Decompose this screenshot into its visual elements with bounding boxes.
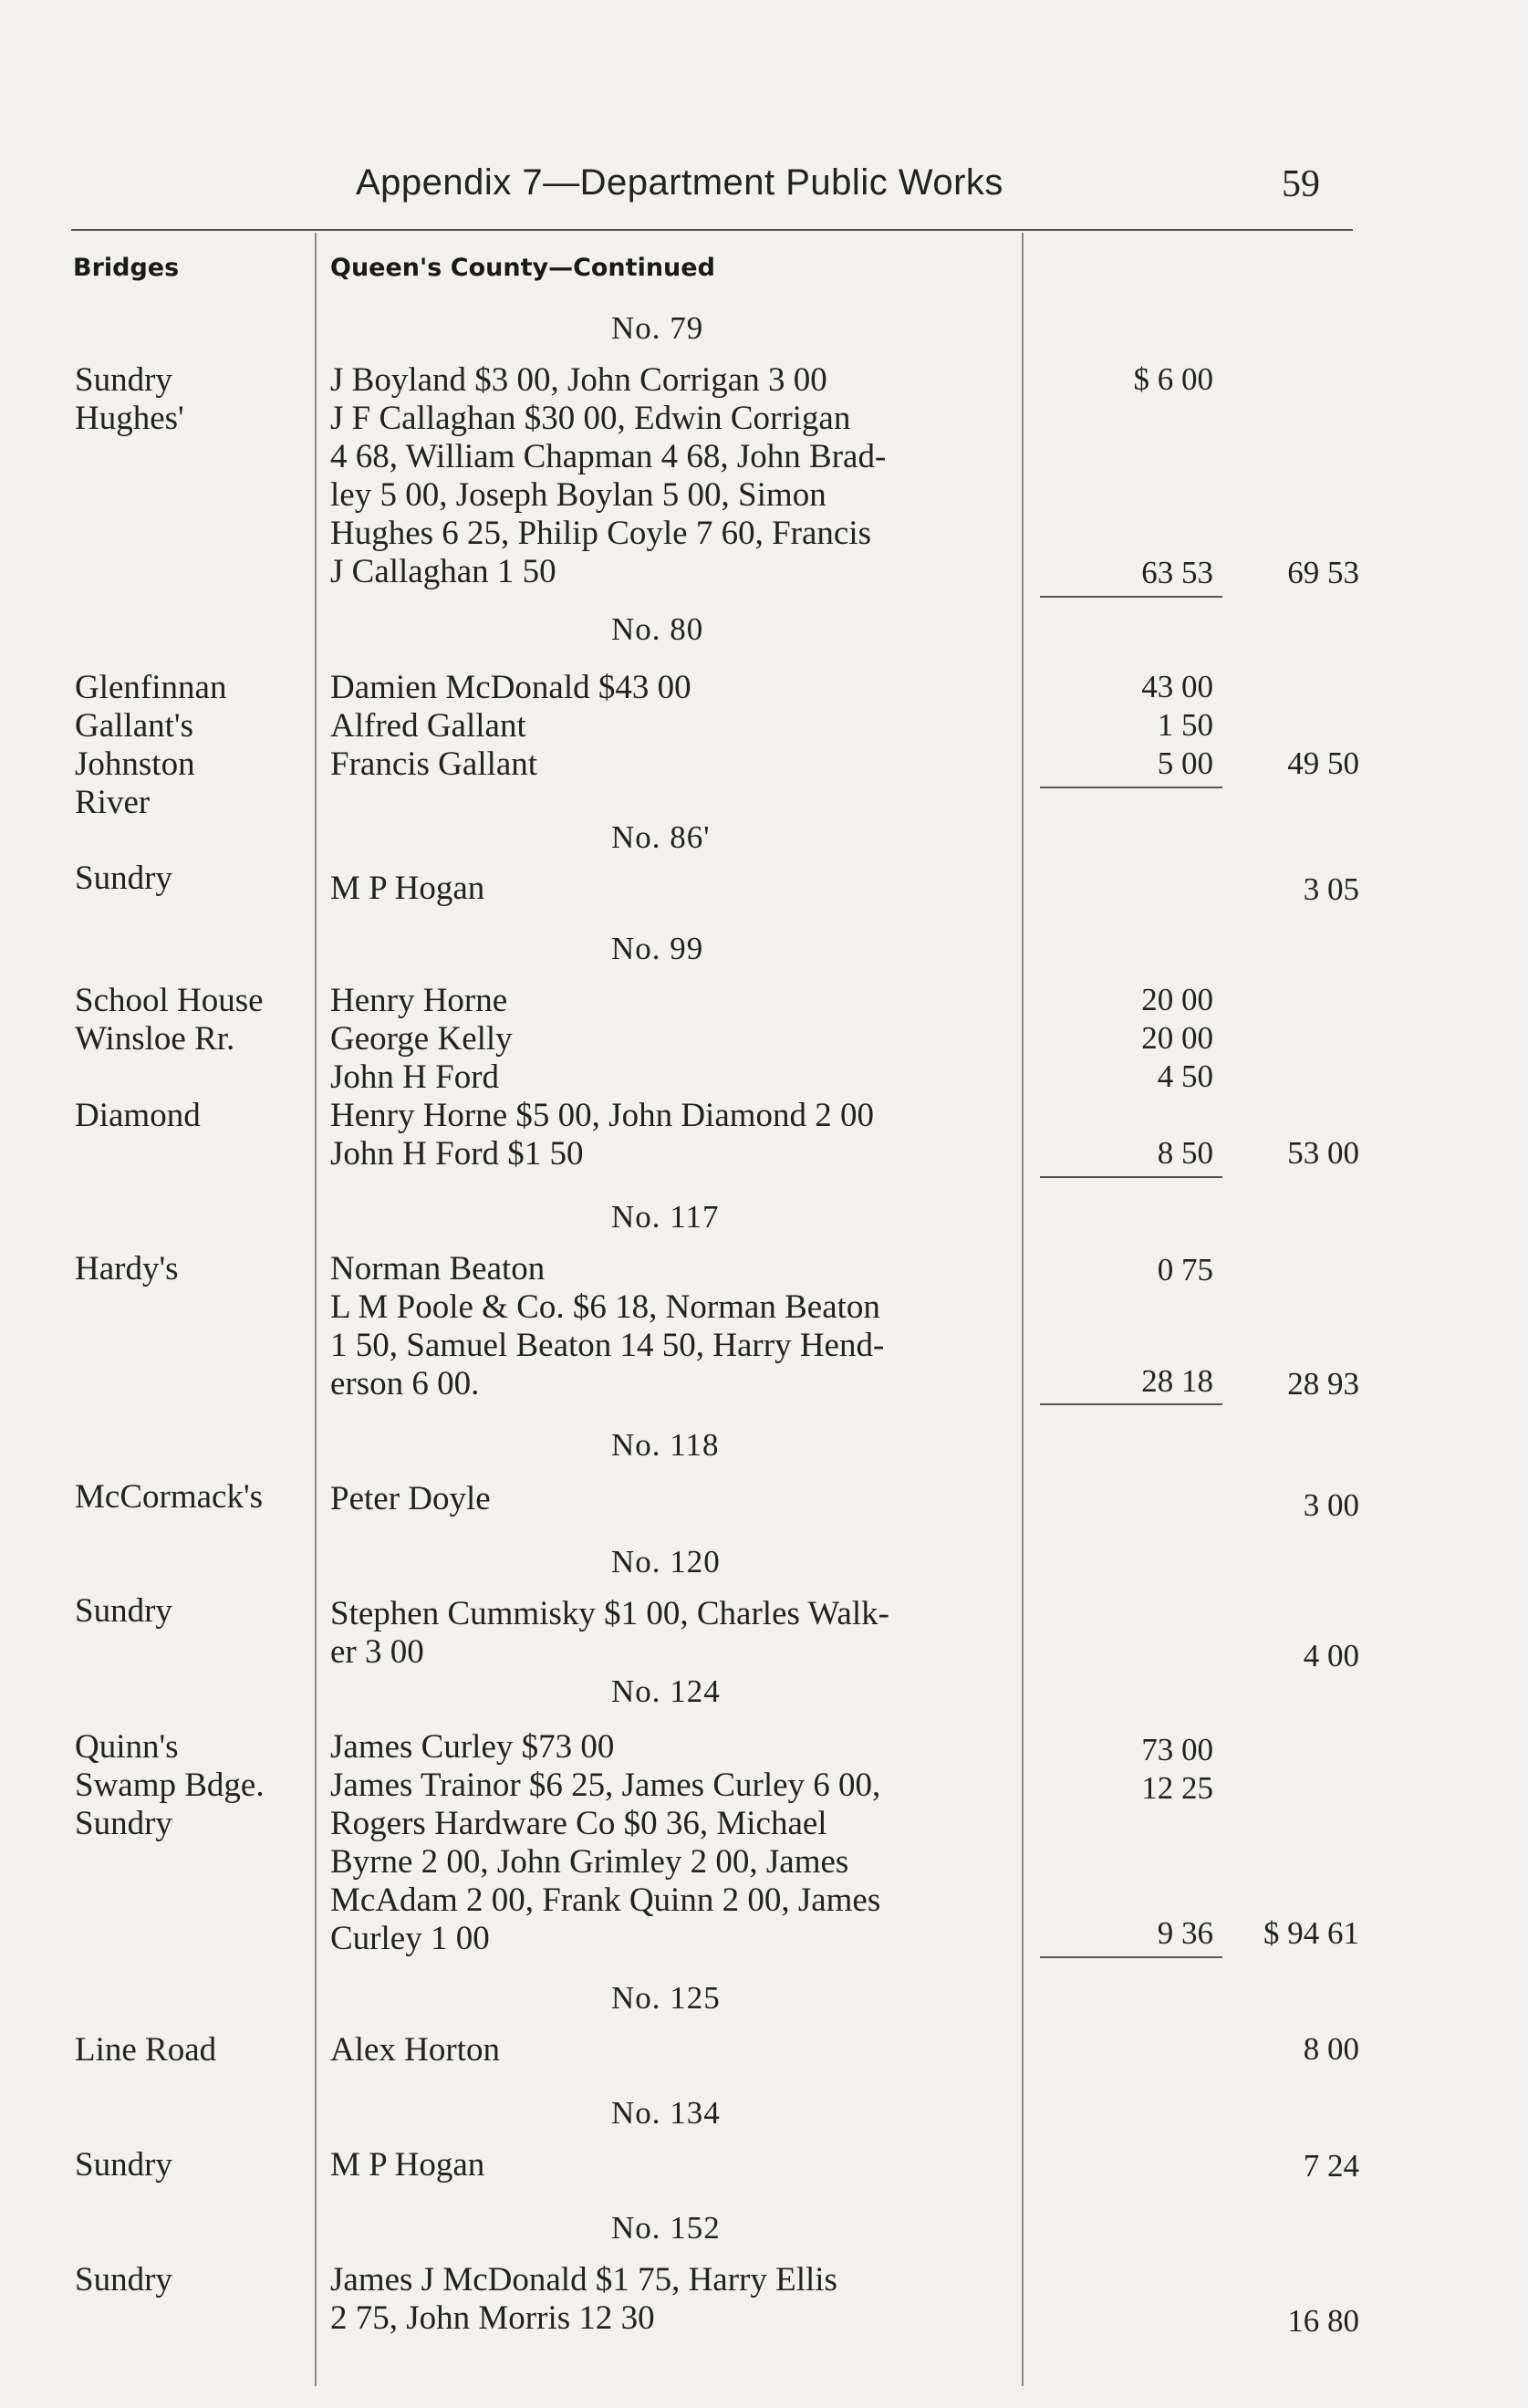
bridge-name: Sundry: [75, 2261, 172, 2299]
amount: 12 25: [1141, 1770, 1213, 1806]
description-line: erson 6 00.: [330, 1365, 480, 1402]
entry-description: [330, 1595, 1014, 1672]
bridge-name: Quinn's: [75, 1728, 179, 1766]
amount: $ 6 00: [1133, 361, 1213, 397]
subtotal-rule: [1040, 596, 1222, 598]
bridge-names: [75, 669, 321, 822]
bridge-name: Winsloe Rr.: [75, 1020, 235, 1058]
description-line: Henry Horne: [330, 982, 508, 1019]
entry-description: [330, 982, 1014, 1173]
entry-total: 8 00: [1303, 2031, 1359, 2067]
bridge-name: Diamond: [75, 1097, 201, 1134]
bridge-name: Sundry: [75, 361, 172, 399]
bridge-name: McCormack's: [75, 1478, 264, 1516]
description-line: John H Ford: [330, 1058, 500, 1096]
bridge-name: Sundry: [75, 1805, 172, 1842]
amount: 0 75: [1157, 1252, 1213, 1287]
entry-description: [330, 870, 1014, 908]
bridge-names: [75, 2031, 321, 2069]
entry-number: No. 125: [611, 1980, 721, 2016]
description-line: J Callaghan 1 50: [330, 553, 556, 590]
bridge-name: Gallant's: [75, 707, 193, 745]
bridge-name: Sundry: [75, 860, 172, 897]
description-line: Norman Beaton: [330, 1250, 546, 1287]
bridge-names: [75, 1592, 321, 1631]
amount: 63 53: [1141, 555, 1213, 590]
description-line: Peter Doyle: [330, 1480, 491, 1517]
description-line: ley 5 00, Joseph Boylan 5 00, Simon: [330, 476, 826, 514]
page-title: Appendix 7—Department Public Works: [356, 162, 1003, 203]
bridge-names: [75, 1250, 321, 1288]
description-line: er 3 00: [330, 1633, 424, 1671]
description-line: Henry Horne $5 00, John Diamond 2 00: [330, 1097, 875, 1134]
amount: 8 50: [1157, 1135, 1213, 1171]
bridge-name: Line Road: [75, 2031, 217, 2069]
bridge-name: School House: [75, 982, 264, 1019]
description-line: M P Hogan: [330, 870, 485, 907]
entry-number: No. 118: [611, 1427, 720, 1463]
amount: 5 00: [1157, 745, 1213, 781]
description-line: J F Callaghan $30 00, Edwin Corrigan: [330, 400, 851, 437]
entry-total: 53 00: [1287, 1135, 1359, 1171]
description-line: James J McDonald $1 75, Harry Ellis: [330, 2261, 837, 2299]
entry-total: 28 93: [1287, 1366, 1359, 1402]
bridge-name: Hardy's: [75, 1250, 179, 1287]
entry-description: [330, 669, 1014, 784]
description-line: McAdam 2 00, Frank Quinn 2 00, James: [330, 1882, 881, 1919]
description-line: Rogers Hardware Co $0 36, Michael: [330, 1805, 827, 1842]
entry-total: 3 00: [1303, 1487, 1359, 1523]
bridge-names: [75, 1728, 321, 1843]
bridge-name: Glenfinnan: [75, 669, 227, 706]
bridges-column-header: Bridges: [73, 254, 180, 282]
bridge-name: [75, 1058, 321, 1097]
description-line: Stephen Cummisky $1 00, Charles Walk-: [330, 1595, 889, 1632]
amount: 20 00: [1141, 982, 1213, 1017]
county-column-header: Queen's County—Continued: [330, 254, 715, 282]
bridge-name: Swamp Bdge.: [75, 1767, 265, 1804]
page-number: 59: [1282, 163, 1320, 205]
bridge-name: Johnston: [75, 745, 195, 783]
entry-number: No. 124: [611, 1673, 721, 1709]
bridge-names: [75, 1478, 321, 1517]
entry-description: [330, 2261, 1014, 2338]
description-line: George Kelly: [330, 1020, 513, 1058]
description-line: J Boyland $3 00, John Corrigan 3 00: [330, 361, 827, 399]
entry-total: 3 05: [1303, 871, 1359, 907]
bridge-names: [75, 361, 321, 438]
description-line: Alfred Gallant: [330, 707, 526, 745]
amount: 73 00: [1141, 1732, 1213, 1767]
subtotal-rule: [1040, 1403, 1222, 1405]
subtotal-rule: [1040, 787, 1222, 788]
entry-number: No. 79: [611, 310, 704, 346]
entry-number: No. 86': [611, 819, 711, 855]
entry-description: [330, 361, 1014, 591]
subtotal-rule: [1040, 1176, 1222, 1178]
bridge-names: [75, 860, 321, 898]
bridge-names: [75, 2146, 321, 2184]
bridge-name: Sundry: [75, 1592, 172, 1630]
entry-description: [330, 1250, 1014, 1403]
description-line: Curley 1 00: [330, 1920, 490, 1957]
bridge-name: Hughes': [75, 400, 184, 437]
description-line: 2 75, John Morris 12 30: [330, 2299, 655, 2337]
description-line: L M Poole & Co. $6 18, Norman Beaton: [330, 1288, 880, 1326]
description-line: 1 50, Samuel Beaton 14 50, Harry Hend-: [330, 1327, 885, 1364]
subtotal-rule: [1040, 1956, 1222, 1958]
description-line: Alex Horton: [330, 2031, 500, 2069]
bridge-name: Sundry: [75, 2146, 172, 2184]
entry-total: 7 24: [1303, 2148, 1359, 2184]
entry-number: No. 134: [611, 2095, 721, 2131]
description-line: Byrne 2 00, John Grimley 2 00, James: [330, 1843, 849, 1881]
bridge-names: [75, 2261, 321, 2299]
entry-description: [330, 2031, 1014, 2069]
description-line: James Trainor $6 25, James Curley 6 00,: [330, 1767, 881, 1804]
entry-number: No. 99: [611, 931, 704, 966]
entry-total: 4 00: [1303, 1638, 1359, 1673]
description-line: Damien McDonald $43 00: [330, 669, 691, 706]
description-line: James Curley $73 00: [330, 1728, 615, 1766]
description-line: Hughes 6 25, Philip Coyle 7 60, Francis: [330, 515, 872, 552]
entry-total: 16 80: [1287, 2303, 1359, 2339]
entry-number: No. 117: [611, 1199, 720, 1235]
bridge-names: [75, 982, 321, 1135]
amount: 20 00: [1141, 1020, 1213, 1056]
entry-total: $ 94 61: [1263, 1915, 1359, 1951]
amount: 28 18: [1141, 1363, 1213, 1399]
description-line: M P Hogan: [330, 2146, 485, 2184]
entry-number: No. 80: [611, 611, 704, 647]
description-line: 4 68, William Chapman 4 68, John Brad-: [330, 438, 887, 475]
amount: 4 50: [1157, 1058, 1213, 1094]
amount: 1 50: [1157, 707, 1213, 743]
bridge-name: River: [75, 784, 151, 821]
description-line: Francis Gallant: [330, 745, 538, 783]
entry-number: No. 120: [611, 1544, 721, 1579]
amount: 9 36: [1157, 1915, 1213, 1951]
entry-total: 69 53: [1287, 555, 1359, 590]
entry-number: No. 152: [611, 2210, 721, 2246]
entry-description: [330, 2146, 1014, 2184]
description-line: John H Ford $1 50: [330, 1135, 584, 1173]
entry-description: [330, 1728, 1014, 1958]
entry-total: 49 50: [1287, 745, 1359, 781]
amount: 43 00: [1141, 669, 1213, 704]
entry-description: [330, 1480, 1014, 1518]
